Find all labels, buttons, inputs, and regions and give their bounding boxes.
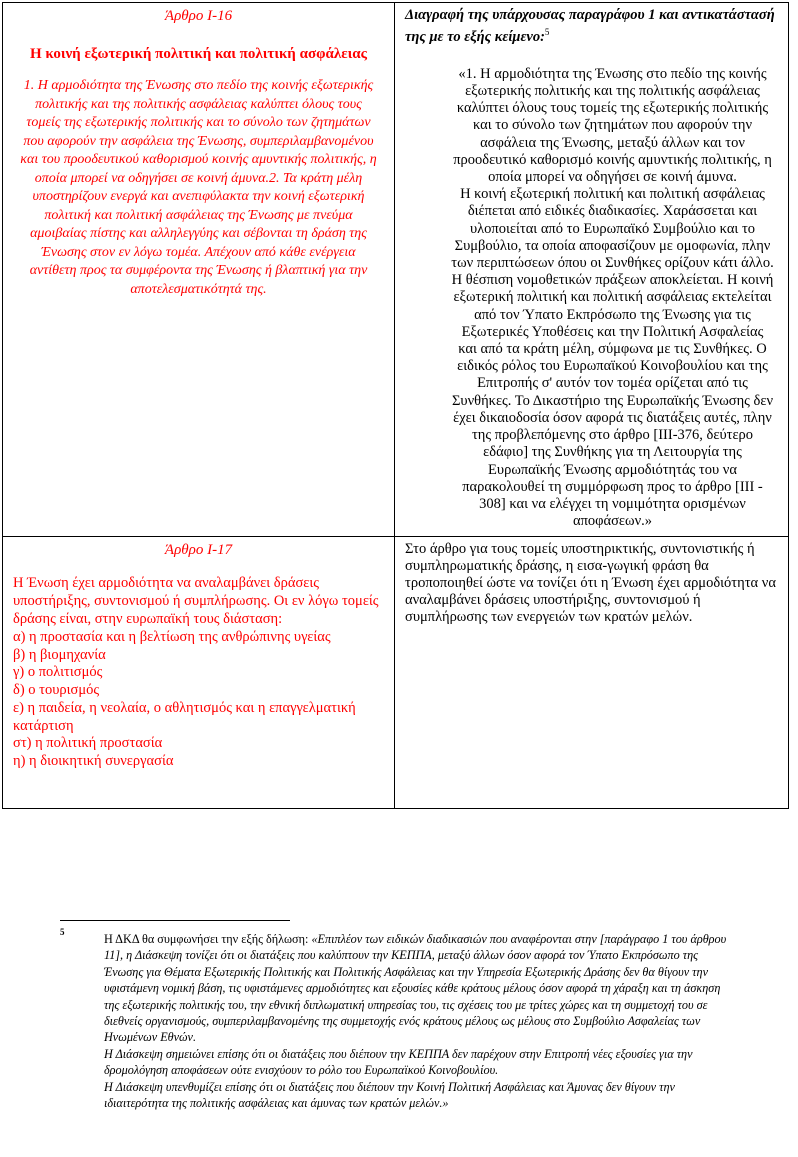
amendment-cell: [395, 3, 789, 537]
footnote-ref: 5: [544, 27, 550, 37]
article-title: Άρθρο Ι-16: [164, 8, 233, 24]
list-item: δ) ο τουρισμός: [13, 682, 100, 699]
table-row: [3, 537, 789, 809]
article-body: 1. Η αρμοδιότητα της Ένωσης στο πεδίο της κοινής εξωτερικής πολιτικής και της πολιτικής ασφάλειας καλύπτει όλους τους τομείς της εξωτερικής πολιτικής και το σύνολο των ζητημάτων που αφορούν την ασφάλεια της Ένωσης, συμπεριλαμβανομένου και του προοδευτικού καθορισμού κοινής αμυντικής πολιτικής, η οποία μπορεί να οδηγήσει σε κοινή άμυνα.2. Τα κράτη μέλη υποστηρίζουν ενεργά και ανεπιφύλακτα την κοινή εξωτερική πολιτική και πολιτική ασφάλειας της Ένωσης με πνεύμα αμοιβαίας πίστης και αλληλεγγύης και σέβονται τη δράση της Ένωσης στον εν λόγω τομέα. Απέχουν από κάθε ενέργεια αντίθετη προς τα συμφέροντα της Ένωσης ή βλαπτική για την αποτελεσματικότητά της.: [20, 78, 377, 297]
replacement-quote: [451, 66, 774, 530]
footnote-paragraph-2: Η Διάσκεψη σημειώνει επίσης ότι οι διατάξεις που διέπουν την ΚΕΠΠΑ δεν παρέχουν στην Επιτροπή νέες εξουσίες για την δρομολόγηση αποφάσεων ούτε ενισχύουν το ρόλο του Ευρωπαϊκού Κοινοβουλίου.: [104, 1046, 693, 1078]
table-row: [3, 3, 789, 537]
footnote-divider: [60, 920, 290, 921]
list-item: γ) ο πολιτισμός: [13, 664, 103, 681]
amendment-heading: [405, 7, 778, 46]
article-title: Άρθρο Ι-17: [164, 542, 233, 559]
footnote-declaration: «Επιπλέον των ειδικών διαδικασιών που αναφέρονται στην [παράγραφο 1 του άρθρου 11], η Διάσκεψη τονίζει ότι οι διατάξεις που καλύπτουν την ΚΕΠΠΑ, μεταξύ άλλων όσον αφορά τον Ύπατο Εκπρόσωπο της Ένωσης για Θέματα Εξωτερικής Πολιτικής και Πολιτικής Ασφάλειας και την Υπηρεσία Εξωτερικής Δράσης δεν θα θίγουν την υφιστάμενη νομική βάση, τις υφιστάμενες αρμοδιότητες και εξουσίες κάθε κράτους μέλους όσον αφορά τη χάραξη και τη άσκηση της εξωτερικής πολιτικής του, την εθνική διπλωματική υπηρεσίας του, τις σχέσεις του με τρίτες χώρες και τη συμμετοχή του σε διεθνείς οργανισμούς, συμπεριλαμβανομένης της συμμετοχής ενός κράτους μέλους ως μέλους στο Συμβούλιο Ασφαλείας των Ηνωμένων Εθνών.: [104, 932, 727, 1045]
footnote: [104, 931, 728, 1111]
article-i16-cell: [3, 3, 395, 537]
list-item: η) η διοικητική συνεργασία: [13, 753, 174, 770]
action-areas-list: [13, 575, 384, 771]
comparison-table: [2, 2, 789, 809]
footnote-paragraph-3: Η Διάσκεψη υπενθυμίζει επίσης ότι οι διατάξεις που διέπουν την Κοινή Πολιτική Ασφάλειας και Άμυνας δεν θίγουν την ιδιαιτερότητα της πολιτικής ασφάλειας και άμυνας των κρατών μελών.»: [104, 1079, 675, 1111]
list-item: β) η βιομηχανία: [13, 646, 106, 663]
list-item: στ) η πολιτική προστασία: [13, 735, 163, 752]
footnote-number: 5: [60, 927, 65, 937]
quote-paragraph-1: «1. Η αρμοδιότητα της Ένωσης στο πεδίο της κοινής εξωτερικής πολιτικής και της πολιτικής ασφάλειας καλύπτει όλους τους τομείς της εξωτερικής πολιτικής και το σύνολο των ζητημάτων που αφορούν την ασφάλεια της Ένωσης, μεταξύ άλλων και τον προοδευτικό καθορισμό κοινής αμυντικής πολιτικής, η οποία μπορεί να οδηγήσει σε κοινή άμυνα.: [453, 65, 772, 186]
amendment-heading-text: Διαγραφή της υπάρχουσας παραγράφου 1 και αντικατάστασή της με το εξής κείμενο:: [405, 7, 775, 45]
article-i17-cell: [3, 537, 395, 809]
article-heading: Η κοινή εξωτερική πολιτική και πολιτική ασφάλειας: [30, 46, 367, 62]
list-item: ε) η παιδεία, η νεολαία, ο αθλητισμός και η επαγγελματική κατάρτιση: [13, 699, 356, 734]
footnote-lead: Η ΔΚΔ θα συμφωνήσει την εξής δήλωση:: [104, 932, 312, 946]
list-intro: Η Ένωση έχει αρμοδιότητα να αναλαμβάνει δράσεις υποστήριξης, συντονισμού ή συμπλήρωσης. Οι εν λόγω τομείς δράσης είναι, στην ευρωπαϊκή τους διάσταση:: [13, 575, 379, 627]
footnote-paragraph-1: [104, 931, 728, 1046]
quote-paragraph-2: Η κοινή εξωτερική πολιτική και πολιτική ασφάλειας διέπεται από ειδικές διαδικασίες. Χαράσσεται και υλοποιείται από το Ευρωπαϊκό Συμβούλιο και το Συμβούλιο, τα οποία αποφασίζουν με ομοφωνία, πλην των περιπτώσεων όπου οι Συνθήκες ορίζουν κάτι άλλο. Η θέσπιση νομοθετικών πράξεων αποκλείεται. Η κοινή εξωτερική πολιτική και πολιτική ασφάλειας εκτελείται από τον Ύπατο Εκπρόσωπο της Ένωσης για τις Εξωτερικές Υποθέσεις και την Πολιτική Ασφαλείας και από τα κράτη μέλη, σύμφωνα με τις Συνθήκες. Ο ειδικός ρόλος του Ευρωπαϊκού Κοινοβουλίου και της Επιτροπής σ' αυτόν τον τομέα ορίζεται από τις Συνθήκες. Το Δικαστήριο της Ευρωπαϊκής Ένωσης δεν έχει δικαιοδοσία όσον αφορά τις διατάξεις αυτές, πλην της προβλεπόμενης στο άρθρο [ΙΙΙ-376, δεύτερο εδάφιο] της Συνθήκης για τη Λειτουργία της Ευρωπαϊκής Ένωσης αρμοδιότητάς του να παρακολουθεί τη συμμόρφωση προς το άρθρο [ΙΙΙ - 308] και να ελέγχει τη νομιμότητα ορισμένων αποφάσεων.»: [451, 186, 774, 530]
amendment-note: Στο άρθρο για τους τομείς υποστηρικτικής, συντονιστικής ή συμπληρωματικής δράσης, η εισα-γωγική φράση θα τροποποιηθεί ώστε να τονίζει ότι η Ένωση έχει αρμοδιότητα να αναλαμβάνει δράσεις υποστήριξης, συντονισμού ή συμπλήρωσης των ενεργειών των κρατών μελών.: [405, 541, 776, 626]
list-item: α) η προστασία και η βελτίωση της ανθρώπινης υγείας: [13, 628, 331, 645]
amendment-note-cell: [395, 537, 789, 809]
